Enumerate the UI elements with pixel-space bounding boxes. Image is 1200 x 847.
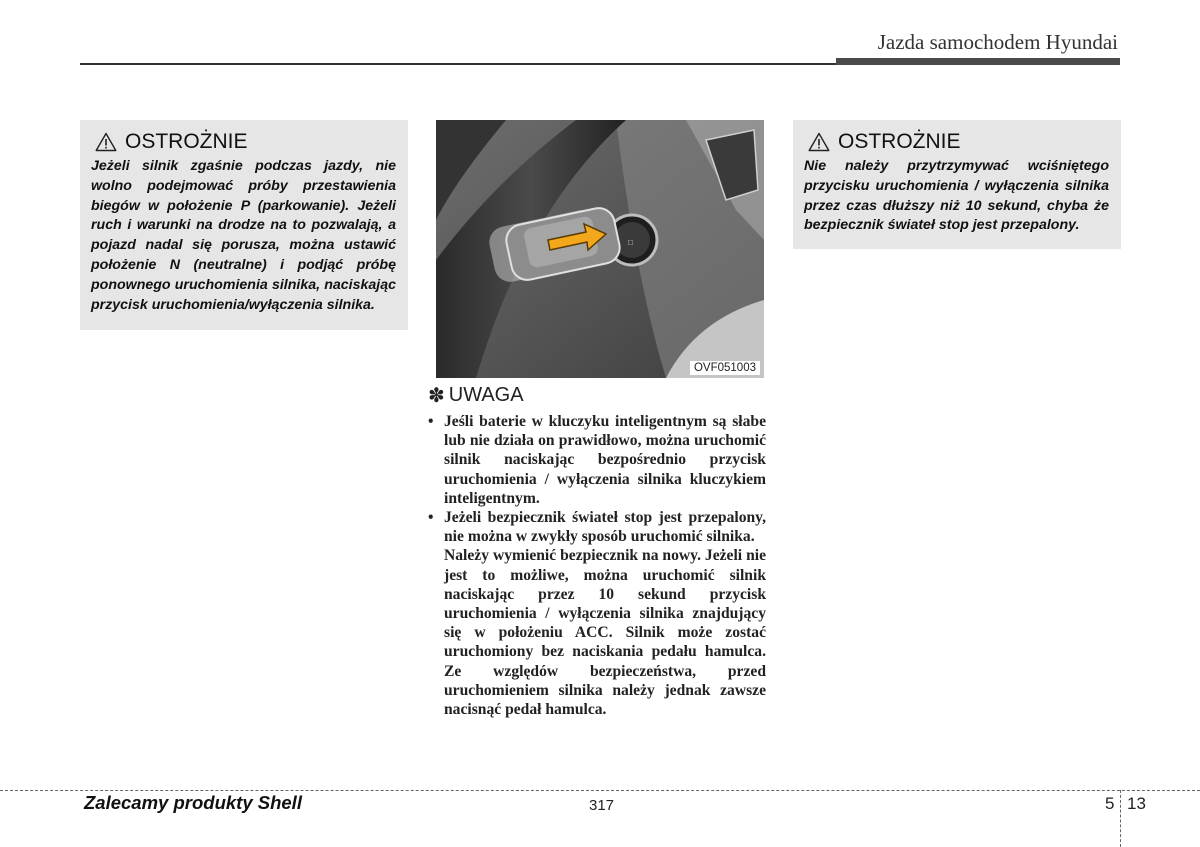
footer-divider: [1120, 790, 1121, 847]
note-section: [425, 383, 766, 719]
steering-wheel-smart-key-image: [436, 120, 764, 378]
footer-brand: Zalecamy produkty Shell: [84, 792, 302, 813]
caution-heading: [91, 130, 396, 154]
asterisk-icon: ✽: [428, 385, 445, 407]
note-item-text: Należy wymienić bezpiecznik na nowy. Jeżeli nie jest to możliwe, można uruchomić silnik naciskając przez 10 sekund przycisk uruchomienia / wyłączenia silnika znajdujący się w położeniu ACC. Silnik może zostać uruchomiony bez naciskania pedału hamulca. Ze względów bezpieczeństwa, przed uruchomieniem silnika należy jednak zawsze nacisnąć pedał hamulca.: [444, 547, 766, 719]
caution-box-right: [793, 120, 1121, 249]
note-item-continuation: [425, 546, 766, 719]
warning-triangle-icon: [95, 132, 117, 152]
caution-heading: [804, 130, 1109, 154]
svg-text:□: □: [628, 238, 633, 247]
section-page-number: 13: [1127, 794, 1146, 813]
note-heading: [428, 383, 766, 408]
note-title: UWAGA: [448, 384, 524, 406]
caution-box-left: [80, 120, 408, 330]
caution-text: Nie należy przytrzymywać wciśniętego przycisku uruchomienia / wyłączenia silnika przez czas dłuższy niż 10 sekund, chyba że bezpiecznik świateł stop jest przepalony.: [804, 158, 1109, 234]
section-number: 5: [1105, 794, 1115, 813]
page-number: 317: [589, 797, 615, 814]
bullet-icon: •: [428, 509, 434, 527]
note-item-text: Jeśli baterie w kluczyku inteligentnym są słabe lub nie działa on prawidłowo, można uruchomić silnik naciskając bezpośrednio przycisk uruchomienia / wyłączenia silnika kluczykiem inteligentnym.: [444, 413, 766, 507]
warning-triangle-icon: [808, 132, 830, 152]
caution-title: OSTROŻNIE: [838, 130, 961, 153]
caution-title: OSTROŻNIE: [125, 130, 248, 153]
bullet-icon: •: [428, 413, 434, 430]
note-item-text: Jeżeli bezpiecznik świateł stop jest przepalony, nie można w zwykły sposób uruchomić silnika.: [444, 509, 766, 546]
caution-text: Jeżeli silnik zgaśnie podczas jazdy, nie wolno podejmować próby przestawienia biegów w położenie P (parkowanie). Jeżeli ruch i warunki na drodze na to pozwalają, a pojazd nadal się porusza, można ustawić położenie N (neutralne) i podjąć próbę ponownego uruchomienia silnika, naciskając przycisk uruchomienia/wyłączenia silnika.: [91, 158, 396, 313]
figure-code: OVF051003: [690, 361, 760, 375]
running-header-title: Jazda samochodem Hyundai: [877, 30, 1118, 54]
footer-rule: [0, 790, 1200, 791]
header-accent-bar: [836, 58, 1120, 65]
note-item: [425, 412, 766, 508]
start-button-illustration: [436, 120, 764, 378]
note-item: [425, 508, 766, 546]
